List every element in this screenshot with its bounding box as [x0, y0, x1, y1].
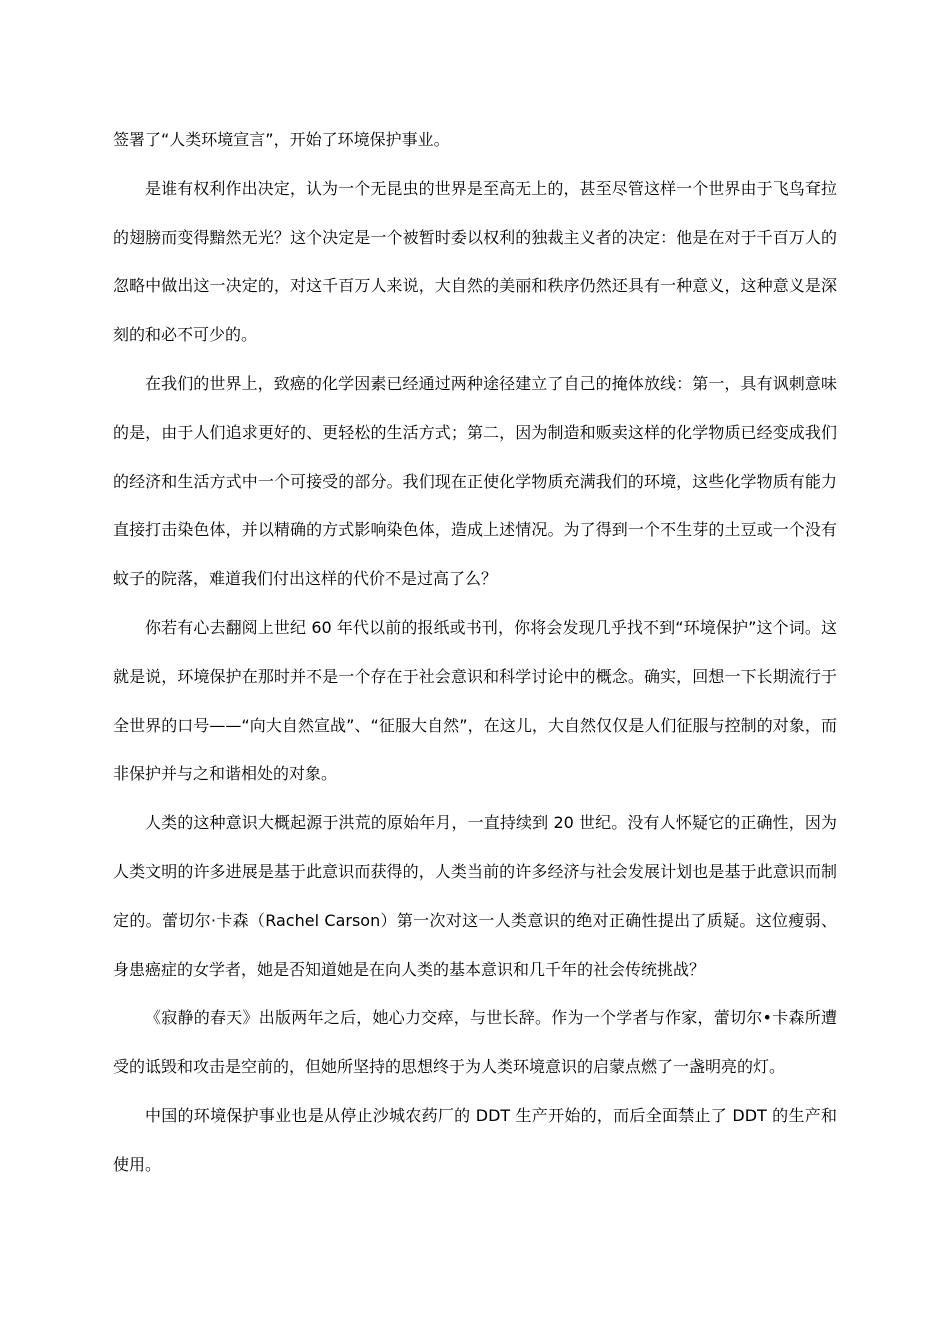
paragraph-continuation: 签署了“人类环境宣言”，开始了环境保护事业。: [113, 130, 450, 149]
paragraph-china-ddt: 中国的环境保护事业也是从停止沙城农药厂的 DDT 生产开始的，而后全面禁止了 DDT 的生产和使用。: [113, 1105, 837, 1174]
document-page: [113, 116, 837, 1190]
paragraph-carcinogenic-chemicals: 在我们的世界上，致癌的化学因素已经通过两种途径建立了自己的掩体放线：第一，具有讽刺意味的是，由于人们追求更好的、更轻松的生活方式；第二，因为制造和贩卖这样的化学物质已经变成我们的经济和生活方式中一个可接受的部分。我们现在正使化学物质充满我们的环境，这些化学物质有能力直接打击染色体，并以精确的方式影响染色体，造成上述情况。为了得到一个不生芽的土豆或一个没有蚊子的院落，难道我们付出这样的代价不是过高了么？: [113, 373, 837, 589]
paragraph-environmental-protection-concept: 你若有心去翻阅上世纪 60 年代以前的报纸或书刊，你将会发现几乎找不到“环境保护”这个词。这就是说，环境保护在那时并不是一个存在于社会意识和科学讨论中的概念。确实，回想一下长期流行于全世界的口号——“向大自然宣战”、“征服大自然”，在这儿，大自然仅仅是人们征服与控制的对象，而非保护并与之和谐相处的对象。: [113, 617, 837, 784]
paragraph-rachel-carson-challenge: 人类的这种意识大概起源于洪荒的原始年月，一直持续到 20 世纪。没有人怀疑它的正确性，因为人类文明的许多进展是基于此意识而获得的，人类当前的许多经济与社会发展计划也是基于此意识而制定的。蕾切尔·卡森（Rachel Carson）第一次对这一人类意识的绝对正确性提出了质疑。这位瘦弱、身患癌症的女学者，她是否知道她是在向人类的基本意识和几千年的社会传统挑战？: [113, 813, 837, 979]
paragraph-insect-free-world: 是谁有权利作出决定，认为一个无昆虫的世界是至高无上的，甚至尽管这样一个世界由于飞鸟耷拉的翅膀而变得黯然无光？这个决定是一个被暂时委以权利的独裁主义者的决定：他是在对于千百万人的忽略中做出这一决定的，对这千百万人来说，大自然的美丽和秩序仍然还具有一种意义，这种意义是深刻的和必不可少的。: [113, 178, 837, 345]
paragraph-silent-spring: 《寂静的春天》出版两年之后，她心力交瘁，与世长辞。作为一个学者与作家，蕾切尔•卡森所遭受的诋毁和攻击是空前的，但她所坚持的思想终于为人类环境意识的启蒙点燃了一盏明亮的灯。: [113, 1008, 837, 1077]
